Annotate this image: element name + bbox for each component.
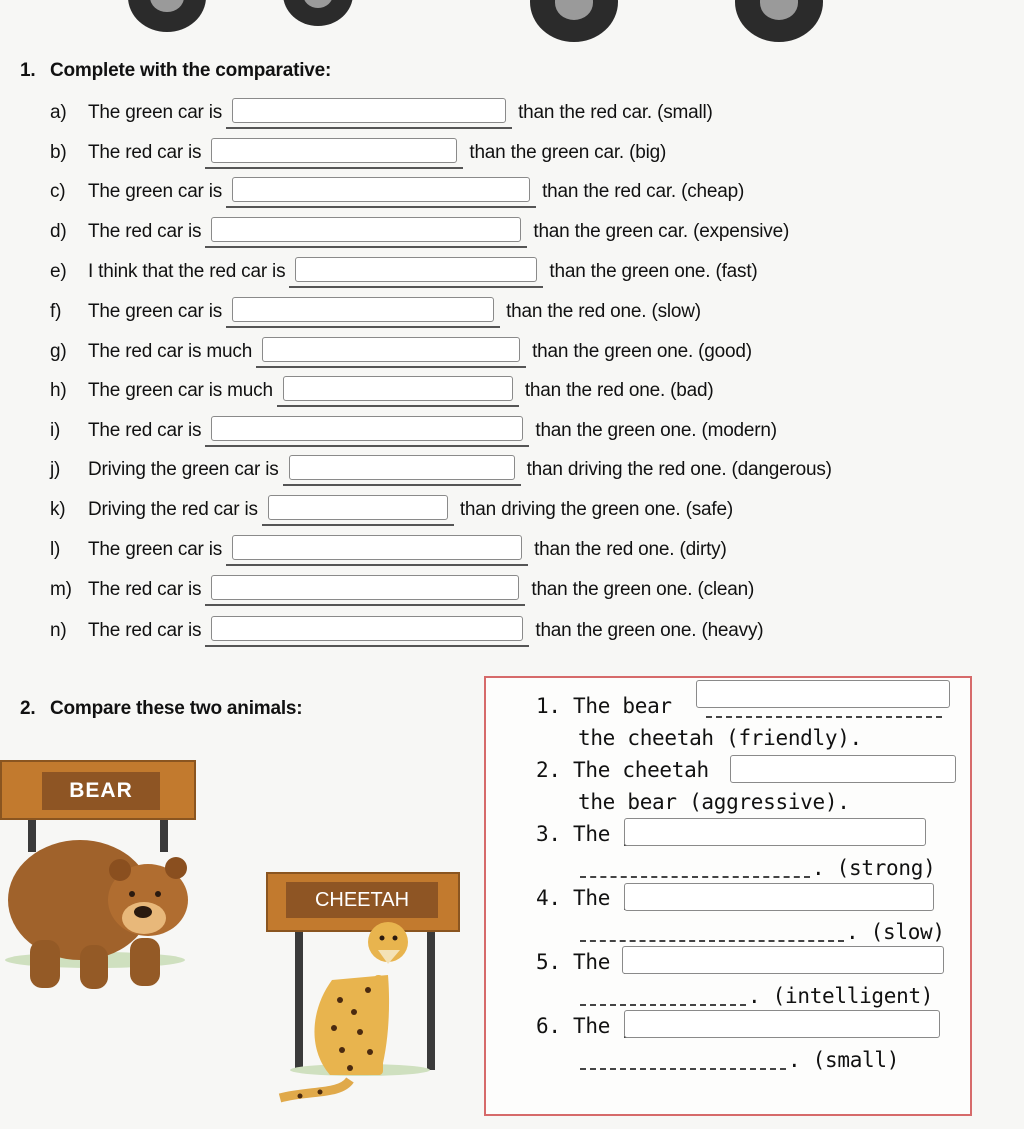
item-number: 3. xyxy=(536,822,561,846)
item-letter: i) xyxy=(50,420,61,441)
item-letter: a) xyxy=(50,102,67,123)
exercise-1-number: 1. xyxy=(20,60,36,81)
answer-input-box[interactable] xyxy=(232,297,494,322)
item-ending: than driving the red one. (dangerous) xyxy=(526,459,832,480)
item-prompt: The red car is xyxy=(88,142,202,163)
exercise-1-item-g xyxy=(50,335,752,369)
item-number: 4. xyxy=(536,886,561,910)
exercise-2-item-5 xyxy=(536,950,610,974)
answer-line xyxy=(580,870,810,878)
exercise-1-item-n xyxy=(50,614,763,648)
answer-input-box[interactable] xyxy=(211,416,523,441)
item-letter: c) xyxy=(50,181,66,202)
exercise-1-item-h xyxy=(50,374,714,408)
item-number: 2. xyxy=(536,758,561,782)
answer-blank[interactable] xyxy=(226,97,512,129)
exercise-2-item-4 xyxy=(536,886,610,910)
item-continuation: . (strong) xyxy=(812,856,936,880)
answer-blank[interactable] xyxy=(262,494,454,526)
exercise-1-item-i xyxy=(50,414,777,448)
item-prompt: The red car is xyxy=(88,579,202,600)
item-letter: m) xyxy=(50,579,72,600)
item-ending: than the green one. (heavy) xyxy=(535,620,764,641)
item-number: 5. xyxy=(536,950,561,974)
item-letter: d) xyxy=(50,221,67,242)
item-letter: n) xyxy=(50,620,67,641)
answer-input-box[interactable] xyxy=(232,535,522,560)
item-letter: l) xyxy=(50,539,61,560)
answer-input-box[interactable] xyxy=(730,755,956,783)
exercise-2-title xyxy=(20,698,302,720)
cheetah-sign-label: CHEETAH xyxy=(286,882,438,918)
item-ending: than the red one. (dirty) xyxy=(534,539,727,560)
answer-blank[interactable] xyxy=(205,415,529,447)
item-start: The xyxy=(573,822,611,846)
answer-input-box[interactable] xyxy=(211,575,519,600)
exercise-1-item-j xyxy=(50,453,832,487)
item-ending: than driving the green one. (safe) xyxy=(459,499,733,520)
answer-input-box[interactable] xyxy=(262,337,520,362)
answer-input-box[interactable] xyxy=(211,616,523,641)
item-prompt: The green car is xyxy=(88,102,223,123)
exercise-1-item-d xyxy=(50,215,789,249)
item-prompt: The green car is xyxy=(88,539,223,560)
item-prompt: The green car is xyxy=(88,181,223,202)
exercise-2-item-1 xyxy=(536,694,672,718)
item-ending: than the red one. (slow) xyxy=(506,301,701,322)
item-start: The bear xyxy=(573,694,672,718)
item-prompt: The red car is xyxy=(88,221,202,242)
item-letter: e) xyxy=(50,261,67,282)
item-letter: j) xyxy=(50,459,61,480)
item-start: The xyxy=(573,950,611,974)
answer-input-box[interactable] xyxy=(696,680,950,708)
item-start: The xyxy=(573,1014,611,1038)
item-ending: than the green one. (good) xyxy=(532,341,752,362)
item-continuation: the bear (aggressive). xyxy=(578,790,850,814)
green-car-wheel-front xyxy=(283,0,353,26)
answer-input-box[interactable] xyxy=(289,455,515,480)
item-letter: h) xyxy=(50,380,67,401)
answer-blank[interactable] xyxy=(226,534,528,566)
exercise-1-item-f xyxy=(50,295,701,329)
exercise-1-title xyxy=(20,60,331,82)
item-prompt: The red car is much xyxy=(88,341,253,362)
item-prompt: I think that the red car is xyxy=(88,261,286,282)
green-car-wheel-rear xyxy=(128,0,206,32)
bear-illustration xyxy=(0,820,200,995)
answer-blank[interactable] xyxy=(256,336,526,368)
item-ending: than the green car. (expensive) xyxy=(533,221,790,242)
red-car-wheel-rear xyxy=(530,0,618,42)
item-ending: than the green one. (clean) xyxy=(531,579,755,600)
answer-input-box[interactable] xyxy=(232,98,506,123)
answer-blank[interactable] xyxy=(283,454,521,486)
answer-blank[interactable] xyxy=(205,216,527,248)
item-ending: than the red car. (cheap) xyxy=(542,181,745,202)
red-car-wheel-front xyxy=(735,0,823,42)
answer-input-box[interactable] xyxy=(211,217,521,242)
answer-blank[interactable] xyxy=(277,375,519,407)
item-ending: than the red car. (small) xyxy=(518,102,713,123)
answer-input-box[interactable] xyxy=(232,177,530,202)
item-continuation: the cheetah (friendly). xyxy=(578,726,862,750)
item-continuation: . (intelligent) xyxy=(748,984,934,1008)
exercise-1-item-m xyxy=(50,573,754,607)
answer-blank[interactable] xyxy=(226,296,500,328)
answer-line xyxy=(706,710,942,718)
item-number: 1. xyxy=(536,694,561,718)
answer-line xyxy=(580,998,746,1006)
item-letter: b) xyxy=(50,142,67,163)
exercise-1-item-a xyxy=(50,96,713,130)
exercise-2-title-text: Compare these two animals: xyxy=(50,698,303,719)
item-prompt: The green car is xyxy=(88,301,223,322)
answer-line xyxy=(580,934,844,942)
answer-blank[interactable] xyxy=(205,615,529,647)
item-ending: than the red one. (bad) xyxy=(524,380,714,401)
item-prompt: The red car is xyxy=(88,420,202,441)
item-start: The xyxy=(573,886,611,910)
exercise-2-number: 2. xyxy=(20,698,36,719)
answer-blank[interactable] xyxy=(205,574,525,606)
item-continuation: . (slow) xyxy=(846,920,945,944)
item-continuation: . (small) xyxy=(788,1048,900,1072)
answer-blank[interactable] xyxy=(226,176,536,208)
item-letter: k) xyxy=(50,499,66,520)
item-prompt: Driving the green car is xyxy=(88,459,279,480)
answer-input-box[interactable] xyxy=(624,883,934,911)
answer-input-box[interactable] xyxy=(624,818,926,846)
item-letter: g) xyxy=(50,341,67,362)
item-ending: than the green one. (modern) xyxy=(535,420,777,441)
item-prompt: The red car is xyxy=(88,620,202,641)
item-ending: than the green one. (fast) xyxy=(549,261,758,282)
bear-sign xyxy=(0,760,196,820)
answer-input-box[interactable] xyxy=(624,1010,940,1038)
item-start: The cheetah xyxy=(573,758,709,782)
exercise-1-item-b xyxy=(50,136,666,170)
answer-input-box[interactable] xyxy=(283,376,513,401)
answer-line xyxy=(580,1062,786,1070)
exercise-2-item-2 xyxy=(536,758,709,782)
cheetah-illustration xyxy=(270,920,440,1110)
exercise-2-item-6 xyxy=(536,1014,610,1038)
answer-input-box[interactable] xyxy=(268,495,448,520)
exercise-1-title-text: Complete with the comparative: xyxy=(50,60,332,81)
exercise-1-item-k xyxy=(50,493,733,527)
item-prompt: The green car is much xyxy=(88,380,273,401)
item-letter: f) xyxy=(50,301,62,322)
item-number: 6. xyxy=(536,1014,561,1038)
bear-sign-label: BEAR xyxy=(42,772,160,810)
answer-input-box[interactable] xyxy=(295,257,537,282)
answer-input-box[interactable] xyxy=(211,138,457,163)
answer-blank[interactable] xyxy=(205,137,463,169)
exercise-2-item-3 xyxy=(536,822,610,846)
answer-blank[interactable] xyxy=(289,256,543,288)
item-ending: than the green car. (big) xyxy=(469,142,667,163)
exercise-1-item-e xyxy=(50,255,758,289)
item-prompt: Driving the red car is xyxy=(88,499,258,520)
exercise-1-item-c xyxy=(50,175,744,209)
exercise-1-item-l xyxy=(50,533,727,567)
answer-input-box[interactable] xyxy=(622,946,944,974)
